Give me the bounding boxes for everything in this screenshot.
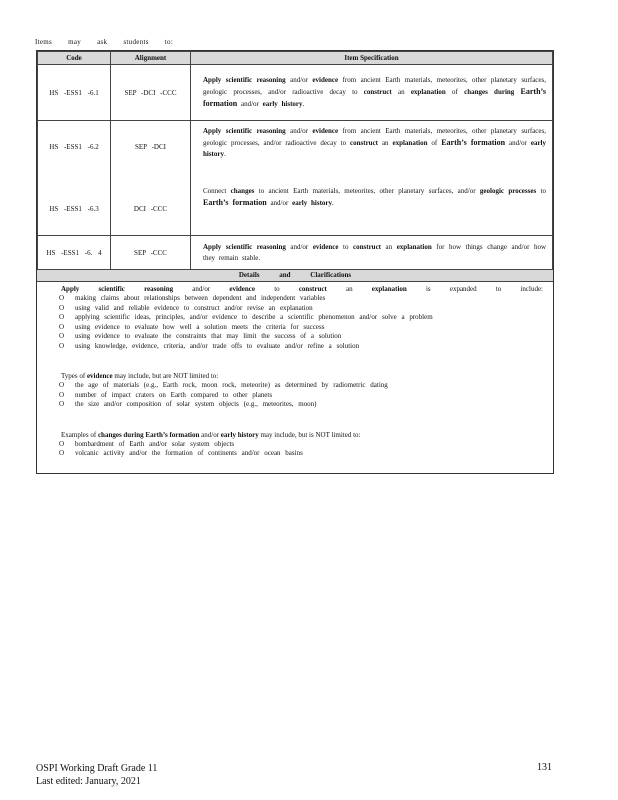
footer-left — [36, 762, 157, 788]
emphasis-term: evidence — [229, 285, 256, 293]
header-alignment: Alignment — [111, 52, 191, 65]
list-item-text: using valid and reliable evidence to construct and/or revise an explanation — [75, 303, 313, 312]
row-code: HS -ESS1 -6.1 — [38, 65, 111, 121]
emphasis-term: Earth’s formation — [145, 430, 200, 439]
circle-bullet-icon: O — [59, 332, 65, 340]
emphasis-term: Apply scientific reasoning — [203, 242, 286, 251]
circle-bullet-icon: O — [59, 449, 65, 457]
intro-text: Items may ask students to: — [35, 38, 174, 46]
circle-bullet-icon: O — [59, 322, 65, 331]
circle-bullet-icon: O — [59, 303, 65, 312]
emphasis-term: changes — [230, 187, 255, 195]
circle-bullet-icon: O — [59, 390, 65, 399]
row-alignment-group — [111, 121, 191, 236]
details-section — [37, 428, 553, 465]
section-heading-text: Examples of changes during Earth’s formation and/or early history may include, but is NOT limited to: — [61, 430, 361, 439]
emphasis-term: explanation — [410, 88, 446, 96]
list-item-text: applying scientific ideas, principles, and/or evidence to describe a scientific phenomenon and/or solve a problem — [75, 313, 433, 321]
emphasis-term: early history — [220, 430, 259, 439]
circle-bullet-icon: O — [59, 439, 65, 448]
emphasis-term: early history — [262, 100, 303, 108]
section-item-list — [59, 440, 543, 459]
emphasis-term: changes during — [97, 430, 144, 439]
list-item — [59, 304, 543, 314]
square-bullet-icon — [47, 284, 61, 294]
header-spec: Item Specification — [191, 52, 553, 65]
list-item-text: bombardment of Earth and/or solar system objects — [75, 439, 235, 448]
circle-bullet-icon: O — [59, 381, 65, 389]
page-number: 131 — [537, 762, 552, 773]
emphasis-term: construct — [353, 242, 382, 251]
details-section — [37, 369, 553, 416]
row-alignment: DCI -CCC — [133, 205, 168, 213]
list-item — [59, 332, 543, 342]
list-item-text: using evidence to evaluate how well a solution meets the criteria for success — [75, 322, 325, 331]
row-spec: Apply scientific reasoning and/or evidence from ancient Earth materials, meteorites, other planetary surfaces, geologic processes, and/or radioactive decay to construct an explanation of changes during Earth’s formation and/or early history. — [191, 65, 553, 121]
details-section — [37, 282, 553, 357]
section-item-list — [59, 381, 543, 410]
circle-bullet-icon: O — [59, 341, 65, 350]
header-code: Code — [38, 52, 111, 65]
emphasis-term: Apply scientific reasoning — [203, 127, 286, 135]
list-item — [59, 391, 543, 401]
emphasis-term: construct — [298, 285, 327, 293]
emphasis-term: explanation — [396, 242, 432, 251]
row-alignment: SEP -DCI — [135, 143, 166, 151]
section-heading-text: Apply scientific reasoning and/or evidence to construct an explanation is expanded to include: — [61, 285, 543, 293]
emphasis-term: explanation — [371, 285, 407, 293]
list-item — [59, 313, 543, 323]
spec-table — [37, 51, 553, 270]
square-bullet-icon — [47, 371, 61, 381]
circle-bullet-icon: O — [59, 313, 65, 321]
list-item-text: the size and/or composition of solar system objects (e.g., meteorites, moon) — [75, 400, 317, 408]
emphasis-term: construct — [363, 88, 392, 96]
table-row — [38, 236, 553, 270]
emphasis-term: early history — [203, 139, 547, 158]
row-spec: Apply scientific reasoning and/or evidence from ancient Earth materials, meteorites, other planetary surfaces, geologic processes, and/or radioactive decay to construct an explanation of Earth’s formation and/or early history. — [203, 127, 547, 158]
footer-edited-date: Last edited: January, 2021 — [36, 776, 141, 787]
row-spec: Connect changes to ancient Earth materials, meteorites, other planetary surfaces, and/or geologic processes to Earth’s formation and/or early history. — [203, 187, 546, 207]
list-item-text: number of impact craters on Earth compared to other planets — [75, 390, 273, 399]
row-spec: Apply scientific reasoning and/or evidence to construct an explanation for how things change and/or how they remain stable. — [191, 236, 553, 270]
section-item-list — [59, 294, 543, 351]
row-code: HS -ESS1 -6. 4 — [38, 236, 111, 270]
emphasis-term: geologic processes — [479, 187, 537, 195]
emphasis-term: Earth’s formation — [203, 198, 267, 207]
section-heading — [47, 284, 543, 294]
row-code: HS -ESS1 -6.2 — [49, 143, 99, 151]
emphasis-term: early history — [292, 199, 333, 207]
section-heading-text: Types of evidence may include, but are NOT limited to: — [61, 372, 219, 380]
row-code: HS -ESS1 -6.3 — [49, 205, 99, 213]
details-title: Details and Clarifications — [37, 270, 553, 282]
emphasis-term: Earth’s formation — [203, 87, 547, 108]
list-item — [59, 449, 543, 459]
list-item — [59, 440, 543, 450]
section-heading — [47, 371, 543, 381]
emphasis-term: evidence — [312, 127, 339, 135]
table-header-row — [38, 52, 553, 65]
list-item — [59, 381, 543, 391]
footer-draft-label: OSPI Working Draft Grade 11 — [36, 763, 158, 774]
section-heading — [47, 430, 543, 440]
circle-bullet-icon: O — [59, 294, 65, 302]
list-item — [59, 294, 543, 304]
table-row — [38, 65, 553, 121]
list-item — [59, 342, 543, 352]
list-item — [59, 323, 543, 333]
list-item-text: volcanic activity and/or the formation of continents and/or ocean basins — [75, 449, 303, 457]
emphasis-term: explanation — [392, 139, 428, 147]
emphasis-term: changes during — [464, 88, 515, 96]
list-item-text: making claims about relationships between dependent and independent variables — [75, 294, 326, 302]
row-alignment: SEP -DCI -CCC — [111, 65, 191, 121]
list-item — [59, 400, 543, 410]
row-spec-group — [191, 121, 553, 236]
list-item-text: using evidence to evaluate the constraints that may limit the success of a solution — [75, 332, 342, 340]
emphasis-term: evidence — [86, 372, 113, 380]
list-item-text: using knowledge, evidence, criteria, and/or trade offs to evaluate and/or refine a solution — [75, 341, 360, 350]
emphasis-term: Apply scientific reasoning — [61, 285, 174, 293]
list-item-text: the age of materials (e.g., Earth rock, moon rock, meteorite) as determined by radiometric dating — [75, 381, 388, 389]
circle-bullet-icon: O — [59, 400, 65, 408]
row-alignment: SEP -CCC — [111, 236, 191, 270]
emphasis-term: Earth’s formation — [441, 138, 506, 147]
item-specification-document — [36, 50, 554, 474]
table-row — [38, 121, 553, 236]
emphasis-term: construct — [350, 139, 379, 147]
emphasis-term: evidence — [312, 242, 339, 251]
row-code-group — [38, 121, 111, 236]
square-bullet-icon — [47, 430, 61, 440]
emphasis-term: Apply scientific reasoning — [203, 76, 286, 84]
emphasis-term: evidence — [312, 76, 339, 84]
